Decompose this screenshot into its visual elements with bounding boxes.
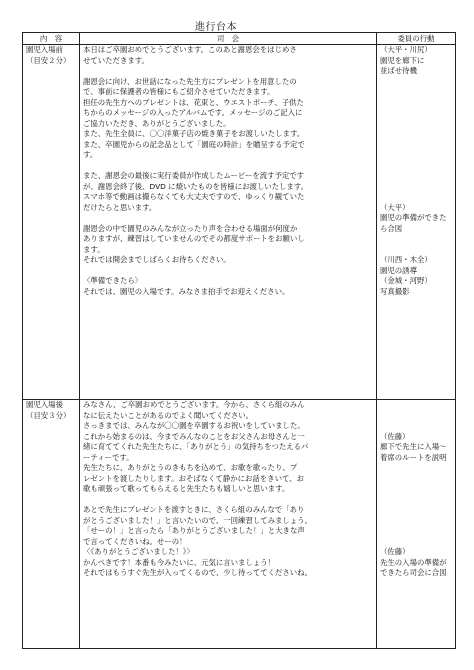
script-line: 〈準備できたら〉 <box>83 276 143 285</box>
section-label <box>26 400 76 421</box>
script-line: ちからのメッセージの入ったアルバムです。メッセージのご記入に <box>83 108 303 117</box>
script-line: 本日はご卒園おめでとうございます。このあと謝恩会をはじめさ <box>83 45 297 54</box>
script-line: 「せーの！」と言ったら「ありがとうございました！」と大きな声 <box>83 526 305 535</box>
script-line: 謝恩会に向け、お世話になった先生方にプレゼントを用意したの <box>83 76 297 86</box>
committee-actions <box>380 45 452 297</box>
section-label-cell <box>23 45 80 400</box>
header-content: 内 容 <box>23 33 80 45</box>
script-line: あとで先生にプレゼントを渡すときに、さくら組のみんなで「あり <box>83 505 305 514</box>
script-line: また、卒園児からの記念品として「園庭の時計」を贈呈する予定で <box>83 139 305 149</box>
section-label-line: 園児入場後 <box>26 400 63 409</box>
mc-script-cell <box>80 400 377 649</box>
mc-script-cell <box>80 45 377 400</box>
section-label-line: （目安２分） <box>26 55 71 65</box>
section-row-before-entrance <box>23 45 456 400</box>
action-line: 園児を廊下に <box>380 55 425 65</box>
action-line: 着席のルートを説明 <box>380 452 447 462</box>
document-title: 進行台本 <box>195 22 237 33</box>
script-line: レゼントを渡したりします。おそばなくて静かにお話をきいて、お <box>83 473 304 483</box>
script-line: それでは、園児の入場です。みなさま拍手でお迎えください。 <box>83 286 290 296</box>
script-line: かんぺきです！本番も今みたいに、元気に言いましょう！ <box>83 557 276 567</box>
script-line: また、先生全員に、〇〇洋菓子店の焼き菓子をお渡しいたします。 <box>83 129 305 138</box>
header-mc: 司 会 <box>80 33 377 45</box>
action-line: できたら司会に合図 <box>380 568 447 577</box>
header-committee-action: 委員の行動 <box>377 33 456 45</box>
section-label-line: （目安３分） <box>26 410 71 420</box>
action-line: 写真撮影 <box>380 286 410 296</box>
mc-script <box>83 400 373 579</box>
action-group <box>380 45 452 77</box>
script-blank-line <box>83 66 373 77</box>
action-cell <box>377 45 456 400</box>
script-line: ます。 <box>83 244 105 254</box>
script-blank-line <box>83 161 373 172</box>
action-line: （金城・河野） <box>380 276 432 285</box>
action-cell <box>377 400 456 649</box>
script-line: 〈《ありがとうございました！》〉 <box>83 547 194 556</box>
script-line: また、謝恩会の最後に実行委員が作成したムービーを流す予定です <box>83 171 305 180</box>
action-line: ら合図 <box>380 223 403 233</box>
script-blank-line <box>83 213 373 224</box>
script-line: が、謝恩会終了後、DVD に焼いたものを皆様にお渡しいたします。 <box>83 181 309 191</box>
script-line: これから始まるのは、今までみんなのことをお父さんお母さんと一 <box>83 431 305 441</box>
script-line: 謝恩会の中で園児のみんなが立ったり声を合わせる場面が何度か <box>83 223 298 233</box>
script-table <box>22 32 456 649</box>
script-line: 担任の先生方へのプレゼントは、花束と、ウエストポーチ、子供た <box>83 97 304 107</box>
section-label <box>26 45 76 66</box>
script-blank-line <box>83 495 373 506</box>
action-group <box>380 432 452 464</box>
script-blank-line <box>83 266 373 277</box>
script-line: す。 <box>83 150 98 159</box>
script-line: 緒に育ててくれた先生たちに、「ありがとう」の気持ちをつたえるパ <box>83 442 309 451</box>
script-line: ありますが、練習はしていませんのでその都度サポートをお願いし <box>83 234 305 243</box>
action-line: 園児の誘導 <box>380 265 417 275</box>
mc-script <box>83 45 373 297</box>
script-line: みなさん、ご卒園おめでとうございます。今から、さくら組のみん <box>83 400 305 409</box>
script-line: 先生たちに、ありがとうのきもちを込めて、お歌を歌ったり、プ <box>83 463 298 472</box>
committee-actions <box>380 432 452 579</box>
script-line: 歌も頑張って歌ってもらえると先生たちも嬉しいと思います。 <box>83 484 290 493</box>
script-line: せていただきます。 <box>83 55 149 65</box>
action-group <box>380 203 452 235</box>
action-line: 先生の入場の準備が <box>380 557 447 567</box>
section-label-cell <box>23 400 80 649</box>
action-line: 廊下で先生に入場～ <box>380 442 447 451</box>
section-label-line: 園児入場前 <box>26 45 63 54</box>
script-line: ご協力いただき、ありがとうございました。 <box>83 118 231 128</box>
script-line: で言ってくださいね。せーの！ <box>83 536 187 546</box>
action-line: （大平・川尻） <box>380 45 432 54</box>
action-group <box>380 255 452 297</box>
script-line: それでは開会までしばらくお待ちください。 <box>83 255 231 264</box>
script-line: さっきまでは、みんなが〇〇園を卒園するお祝いをしていました。 <box>83 421 305 430</box>
script-line: それではもうすぐ先生が入ってくるので、少し待っててくださいね。 <box>83 568 312 577</box>
action-line: （大平） <box>380 202 410 212</box>
script-line: だけたらと思います。 <box>83 202 157 212</box>
action-line: （佐藤） <box>380 547 410 556</box>
header-row <box>23 33 456 45</box>
script-line: スマホ等で動画は撮らなくても大丈夫ですので、ゆっくり観ていた <box>83 192 305 201</box>
action-line: 園児の準備ができた <box>380 213 447 222</box>
action-line: （川西・木全） <box>380 255 432 264</box>
action-group <box>380 547 452 579</box>
script-line: ーティーです。 <box>83 452 134 462</box>
action-line: 並ばせ待機 <box>380 66 417 75</box>
action-line: （佐藤） <box>380 431 410 441</box>
script-line: で、事前に保護者の皆様にもご紹介させていただきます。 <box>83 87 275 96</box>
section-row-after-entrance <box>23 400 456 649</box>
script-line: なに伝えたいことがあるのでよく聞いてください。 <box>83 410 253 420</box>
script-line: がとうございました！」と言いたいので、一回練習してみましょう。 <box>83 515 312 525</box>
